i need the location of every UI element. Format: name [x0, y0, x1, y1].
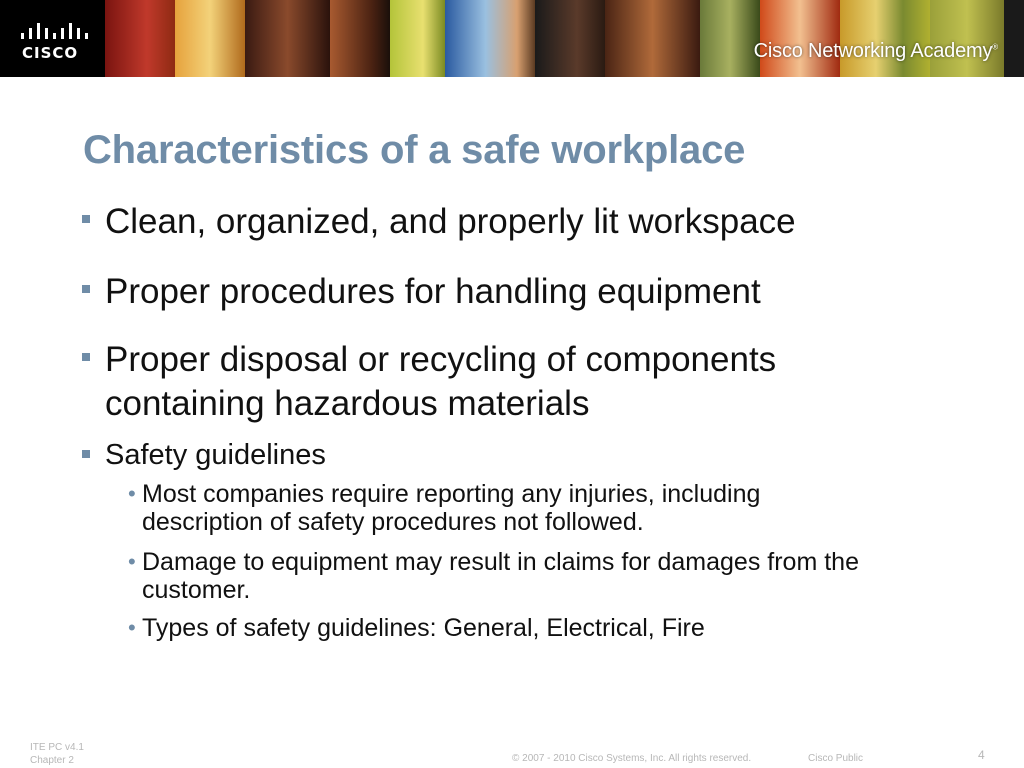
banner-photo	[840, 0, 930, 77]
sub-bullet-item	[80, 548, 942, 604]
footer-course: ITE PC v4.1	[30, 742, 84, 753]
bullet-list	[80, 200, 980, 642]
bullet-item	[80, 270, 980, 314]
bullet-item	[80, 338, 905, 426]
banner-photo	[760, 0, 840, 77]
banner-photo-strip	[105, 0, 1024, 77]
banner-photo	[930, 0, 1004, 77]
dot-bullet-icon: •	[128, 481, 136, 506]
bullet-text: Proper procedures for handling equipment	[105, 272, 761, 311]
bullet-text: Safety guidelines	[105, 439, 326, 471]
dot-bullet-icon: •	[128, 615, 136, 640]
banner-photo	[700, 0, 760, 77]
footer-chapter: Chapter 2	[30, 755, 74, 766]
slide-title: Characteristics of a safe workplace	[83, 128, 746, 172]
sub-bullet-item	[80, 480, 887, 536]
sub-bullet-text: Most companies require reporting any injuries, including description of safety procedures not followed.	[142, 480, 761, 536]
banner-photo	[445, 0, 535, 77]
footer-copyright: © 2007 - 2010 Cisco Systems, Inc. All rights reserved.	[512, 753, 752, 764]
dot-bullet-icon: •	[128, 549, 136, 574]
sub-bullet-text: Types of safety guidelines: General, Electrical, Fire	[142, 614, 705, 642]
bullet-text: Clean, organized, and properly lit workspace	[105, 202, 796, 241]
banner-photo	[390, 0, 445, 77]
banner-photo	[330, 0, 390, 77]
square-bullet-icon	[82, 215, 90, 223]
cisco-logo-text: CISCO	[22, 44, 79, 62]
cisco-logo	[0, 0, 105, 77]
bullet-item	[80, 200, 980, 244]
footer-classification: Cisco Public	[808, 753, 864, 764]
cisco-bridge-logo-icon	[20, 22, 90, 44]
page-number: 4	[978, 748, 985, 762]
square-bullet-icon	[82, 285, 90, 293]
banner-photo	[175, 0, 245, 77]
square-bullet-icon	[82, 353, 90, 361]
banner-photo	[245, 0, 330, 77]
banner-photo	[605, 0, 700, 77]
banner-photo	[105, 0, 175, 77]
footer-course-info	[30, 741, 84, 767]
bullet-item	[80, 438, 980, 472]
academy-brand-text: Cisco Networking Academy	[753, 40, 993, 62]
academy-brand	[754, 40, 998, 63]
sub-bullet-item	[80, 614, 980, 642]
square-bullet-icon	[82, 450, 90, 458]
registered-mark: ®	[992, 42, 998, 52]
banner-photo	[535, 0, 605, 77]
bullet-text: Proper disposal or recycling of components containing hazardous materials	[105, 340, 777, 423]
header-banner	[0, 0, 1024, 77]
sub-bullet-text: Damage to equipment may result in claims for damages from the customer.	[142, 548, 859, 604]
